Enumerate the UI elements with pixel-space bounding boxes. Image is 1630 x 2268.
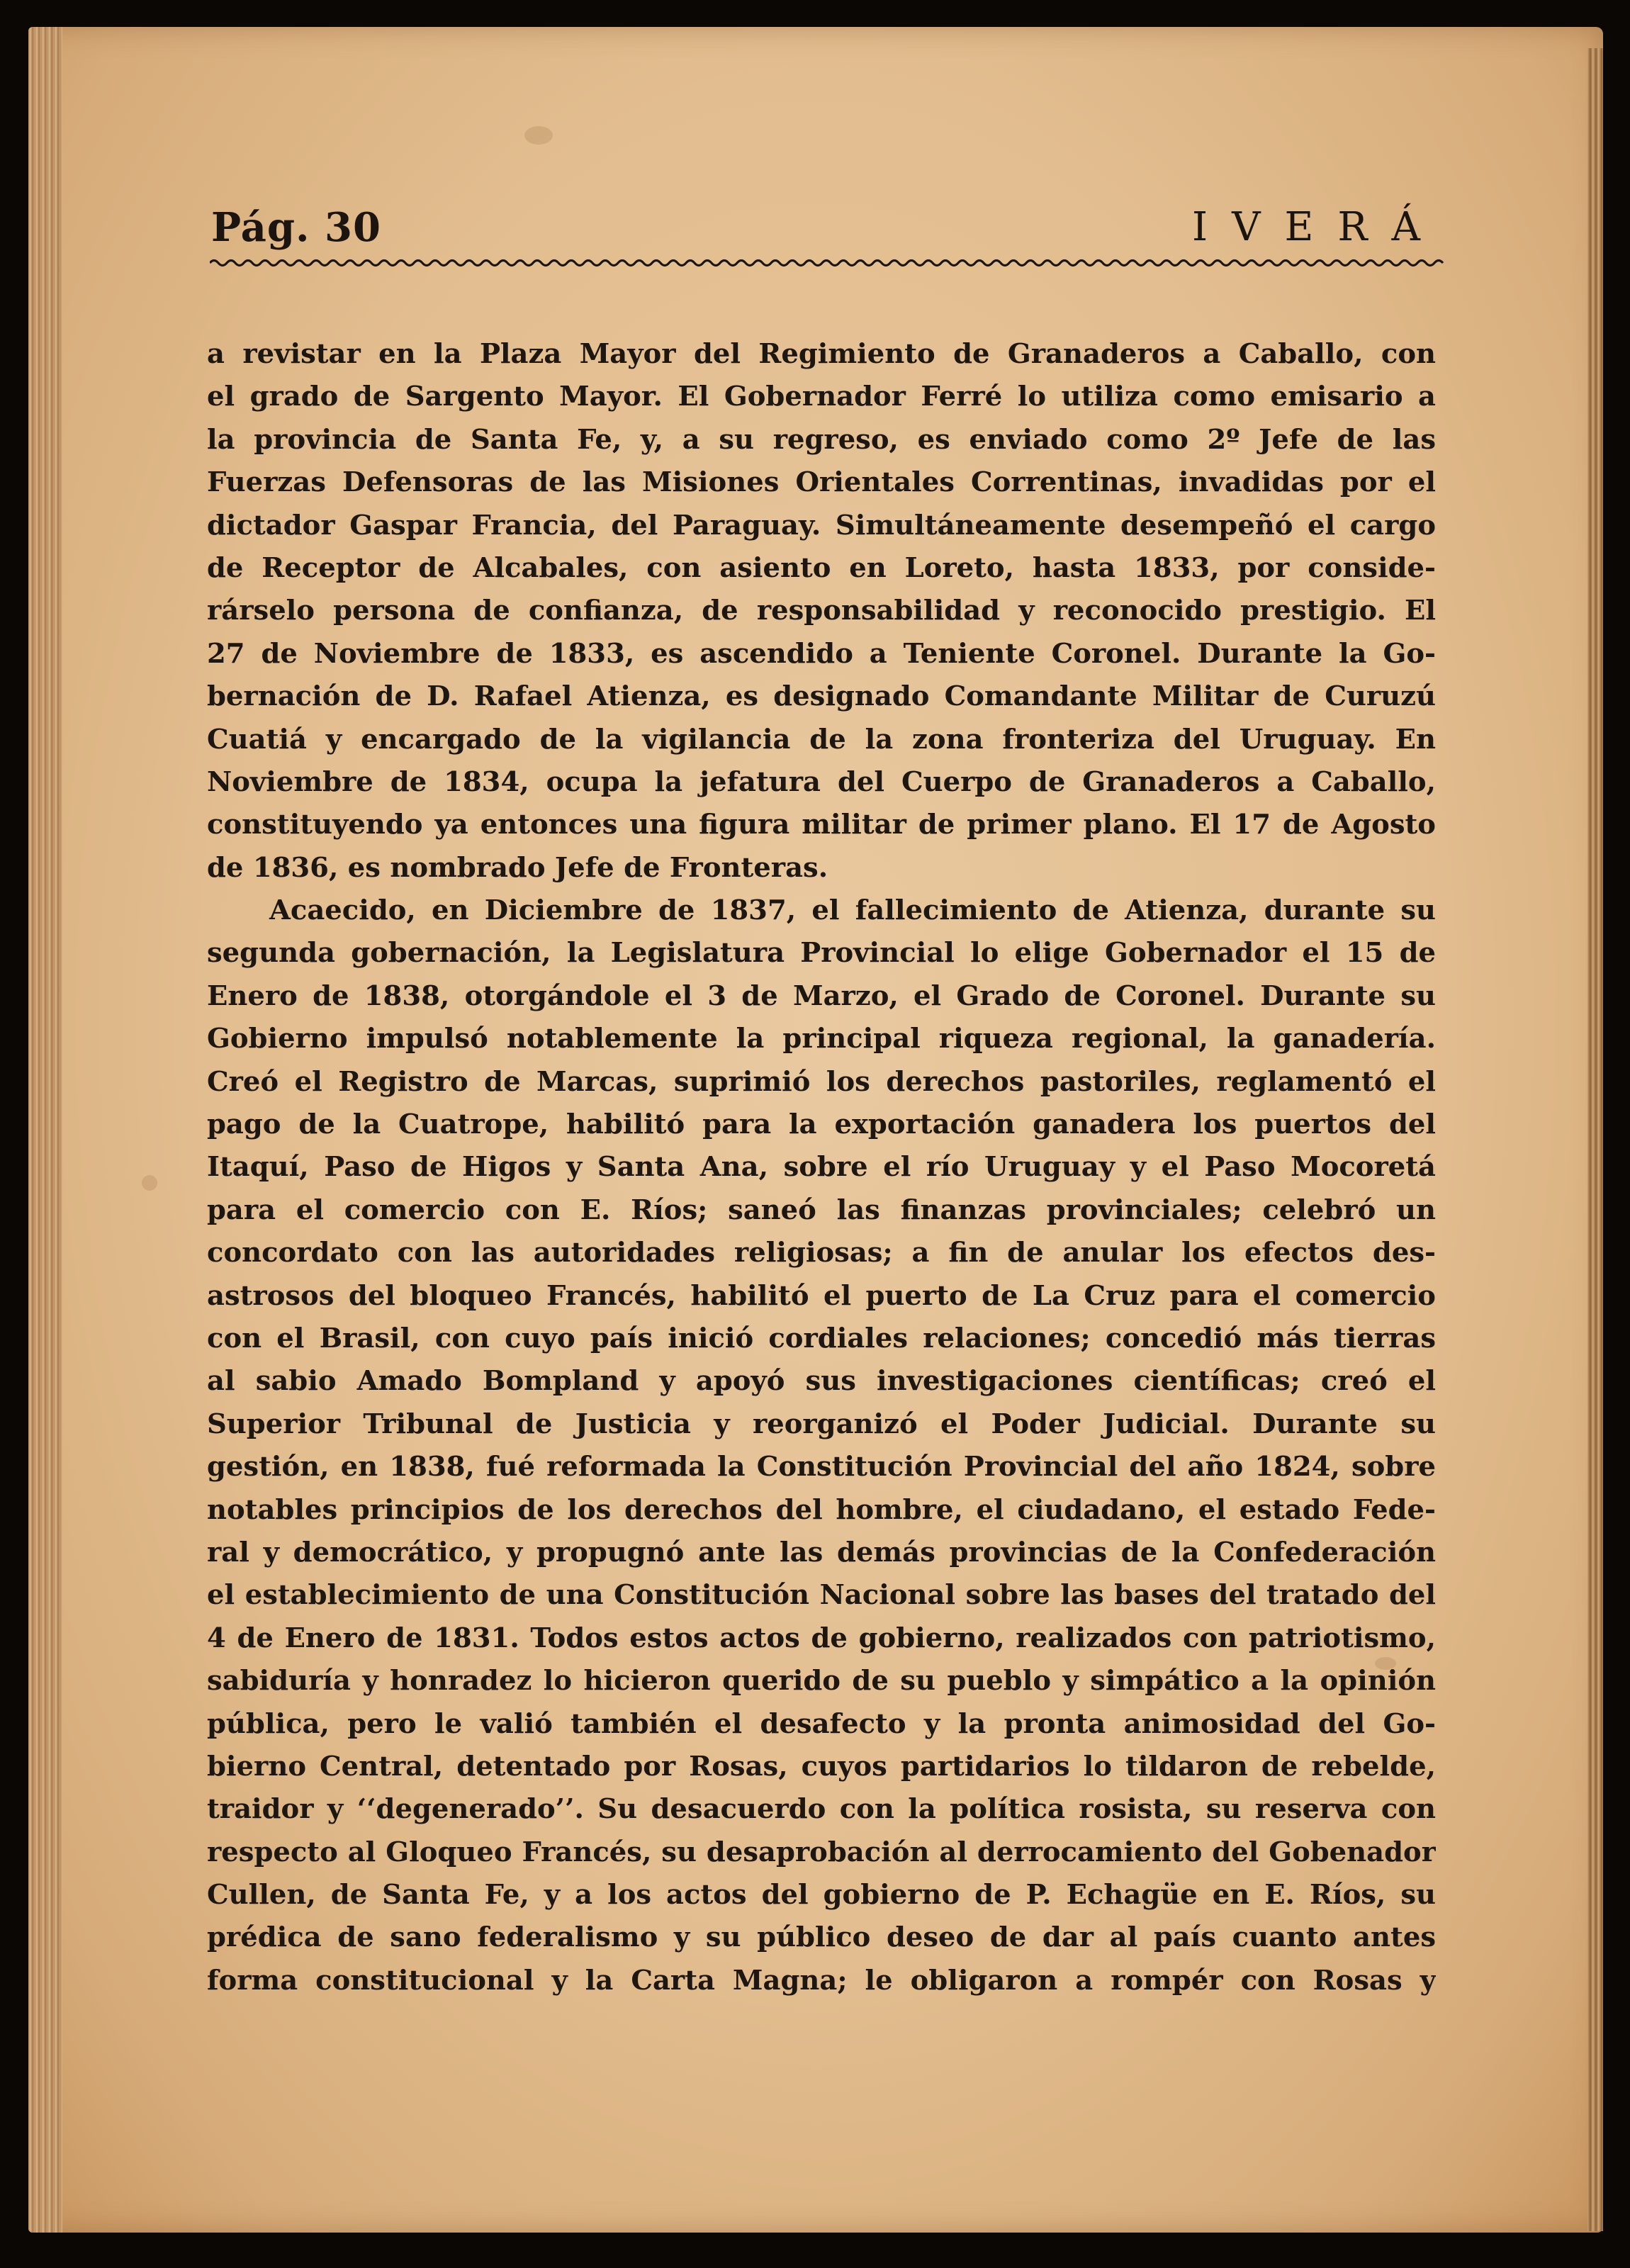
- text-line: segunda gobernación, la Legislatura Provincial lo elige Gobernador el 15 de: [207, 937, 1436, 970]
- text-line: bierno Central, detentado por Rosas, cuyos partidarios lo tildaron de rebelde,: [207, 1750, 1436, 1783]
- text-line: Gobierno impulsó notablemente la principal riqueza regional, la ganadería.: [207, 1023, 1436, 1055]
- text-line: Fuerzas Defensoras de las Misiones Orientales Correntinas, invadidas por el: [207, 466, 1436, 499]
- text-line: de Receptor de Alcabales, con asiento en Loreto, hasta 1833, por conside-: [207, 551, 1436, 584]
- text-line: ral y democrático, y propugnó ante las demás provincias de la Confederación: [207, 1536, 1436, 1568]
- paragraph-1: [207, 333, 1436, 889]
- text-line: bernación de D. Rafael Atienza, es designado Comandante Militar de Curuzú: [207, 680, 1436, 713]
- text-line: el grado de Sargento Mayor. El Gobernador Ferré lo utiliza como emisario a: [207, 381, 1436, 413]
- text-line: 4 de Enero de 1831. Todos estos actos de gobierno, realizados con patriotismo,: [207, 1622, 1436, 1654]
- text-line: concordato con las autoridades religiosas; a fin de anular los efectos des-: [207, 1237, 1436, 1269]
- text-line: respecto al Gloqueo Francés, su desaprobación al derrocamiento del Gobenador: [207, 1836, 1436, 1868]
- text-line: el establecimiento de una Constitución Nacional sobre las bases del tratado del: [207, 1579, 1436, 1612]
- text-line: pago de la Cuatrope, habilitó para la exportación ganadera los puertos del: [207, 1108, 1436, 1141]
- text-line: Cuatiá y encargado de la vigilancia de la zona fronteriza del Uruguay. En: [207, 723, 1436, 756]
- text-line: para el comercio con E. Ríos; saneó las finanzas provinciales; celebró un: [207, 1194, 1436, 1226]
- text-line: rárselo persona de confianza, de responsabilidad y reconocido prestigio. El: [207, 595, 1436, 627]
- wavy-rule-divider: [210, 258, 1444, 268]
- page-header: [183, 181, 1444, 266]
- text-line: 27 de Noviembre de 1833, es ascendido a Teniente Coronel. Durante la Go-: [207, 637, 1436, 670]
- body-text: [207, 333, 1436, 2002]
- text-line: con el Brasil, con cuyo país inició cordiales relaciones; concedió más tierras: [207, 1322, 1436, 1354]
- text-line: dictador Gaspar Francia, del Paraguay. Simultáneamente desempeñó el cargo: [207, 509, 1436, 541]
- text-line: Creó el Registro de Marcas, suprimió los derechos pastoriles, reglamentó el: [207, 1065, 1436, 1098]
- text-line: constituyendo ya entonces una figura militar de primer plano. El 17 de Agosto: [207, 809, 1436, 841]
- paper-stain: [524, 126, 553, 145]
- text-line: Itaquí, Paso de Higos y Santa Ana, sobre el río Uruguay y el Paso Mocoretá: [207, 1151, 1436, 1184]
- text-line: traidor y ‘‘degenerado’’. Su desacuerdo con la política rosista, su reserva con: [207, 1793, 1436, 1826]
- text-line: Superior Tribunal de Justicia y reorganizó el Poder Judicial. Durante su: [207, 1408, 1436, 1440]
- text-line: forma constitucional y la Carta Magna; le obligaron a rompér con Rosas y: [207, 1964, 1436, 1997]
- text-line: gestión, en 1838, fué reformada la Constitución Provincial del año 1824, sobre: [207, 1451, 1436, 1483]
- page-number: Pág. 30: [211, 204, 381, 251]
- text-line: la provincia de Santa Fe, y, a su regreso, es enviado como 2º Jefe de las: [207, 423, 1436, 456]
- page-stack-left-edge: [28, 27, 62, 2233]
- text-line: pública, pero le valió también el desafecto y la pronta animosidad del Go-: [207, 1707, 1436, 1740]
- text-line: prédica de sano federalismo y su público deseo de dar al país cuanto antes: [207, 1921, 1436, 1954]
- text-line: astrosos del bloqueo Francés, habilitó el puerto de La Cruz para el comercio: [207, 1279, 1436, 1312]
- text-line: a revistar en la Plaza Mayor del Regimiento de Granaderos a Caballo, con: [207, 338, 1436, 370]
- text-line: de 1836, es nombrado Jefe de Fronteras.: [207, 851, 828, 884]
- page-stack-right-edge: [1587, 48, 1603, 2231]
- paragraph-2: [207, 889, 1436, 2002]
- paper-stain: [142, 1175, 157, 1191]
- text-line: Acaecido, en Diciembre de 1837, el fallecimiento de Atienza, durante su: [269, 894, 1436, 927]
- text-line: Cullen, de Santa Fe, y a los actos del gobierno de P. Echagüe en E. Ríos, su: [207, 1879, 1436, 1911]
- running-title: IVERÁ: [1191, 204, 1444, 250]
- text-line: notables principios de los derechos del hombre, el ciudadano, el estado Fede-: [207, 1493, 1436, 1526]
- text-line: Noviembre de 1834, ocupa la jefatura del Cuerpo de Granaderos a Caballo,: [207, 765, 1436, 798]
- text-line: Enero de 1838, otorgándole el 3 de Marzo, el Grado de Coronel. Durante su: [207, 979, 1436, 1012]
- text-line: al sabio Amado Bompland y apoyó sus investigaciones científicas; creó el: [207, 1365, 1436, 1398]
- text-line: sabiduría y honradez lo hicieron querido de su pueblo y simpático a la opinión: [207, 1665, 1436, 1697]
